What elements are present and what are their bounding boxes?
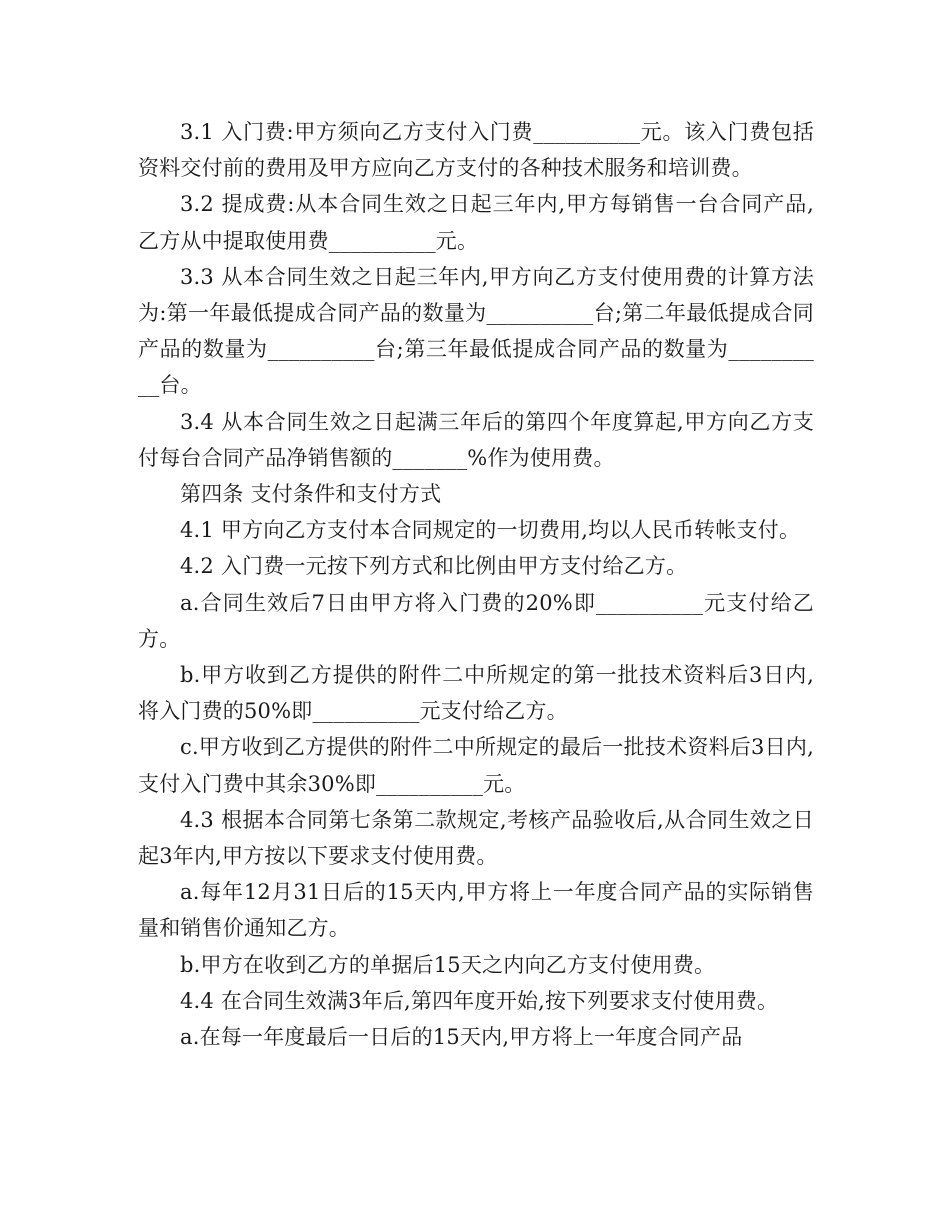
clause-4-2-b: b.甲方收到乙方提供的附件二中所规定的第一批技术资料后3日内,将入门费的50%即__________元支付给乙方。 — [138, 663, 814, 724]
clause-3-4: 3.4 从本合同生效之日起满三年后的第四个年度算起,甲方向乙方支付每台合同产品净销售额的_______%作为使用费。 — [138, 409, 814, 470]
clause-4-3-b: b.甲方在收到乙方的单据后15天之内向乙方支付使用费。 — [180, 952, 716, 977]
article-4-heading: 第四条 支付条件和支付方式 — [180, 482, 442, 507]
document-body — [138, 114, 814, 1055]
clause-4-2-c: c.甲方收到乙方提供的附件二中所规定的最后一批技术资料后3日内,支付入门费中其余30%即__________元。 — [138, 735, 814, 796]
clause-3-2: 3.2 提成费:从本合同生效之日起三年内,甲方每销售一台合同产品,乙方从中提取使用费__________元。 — [138, 192, 814, 253]
clause-4-3-a: a.每年12月31日后的15天内,甲方将上一年度合同产品的实际销售量和销售价通知乙方。 — [138, 880, 814, 941]
clause-3-3: 3.3 从本合同生效之日起三年内,甲方向乙方支付使用费的计算方法为:第一年最低提成合同产品的数量为__________台;第二年最低提成合同产品的数量为__________台;第三年最低提成合同产品的数量为__________台。 — [138, 264, 814, 398]
clause-4-3: 4.3 根据本合同第七条第二款规定,考核产品验收后,从合同生效之日起3年内,甲方按以下要求支付使用费。 — [138, 807, 814, 869]
clause-4-4-a: a.在每一年度最后一日后的15天内,甲方将上一年度合同产品 — [180, 1025, 743, 1050]
clause-4-4: 4.4 在合同生效满3年后,第四年度开始,按下列要求支付使用费。 — [180, 988, 779, 1013]
clause-4-2-a: a.合同生效后7日由甲方将入门费的20%即__________元支付给乙方。 — [138, 590, 814, 651]
clause-4-1: 4.1 甲方向乙方支付本合同规定的一切费用,均以人民币转帐支付。 — [180, 518, 801, 543]
clause-4-2: 4.2 入门费一元按下列方式和比例由甲方支付给乙方。 — [180, 554, 688, 579]
clause-3-1: 3.1 入门费:甲方须向乙方支付入门费__________元。该入门费包括资料交付前的费用及甲方应向乙方支付的各种技术服务和培训费。 — [138, 120, 814, 181]
